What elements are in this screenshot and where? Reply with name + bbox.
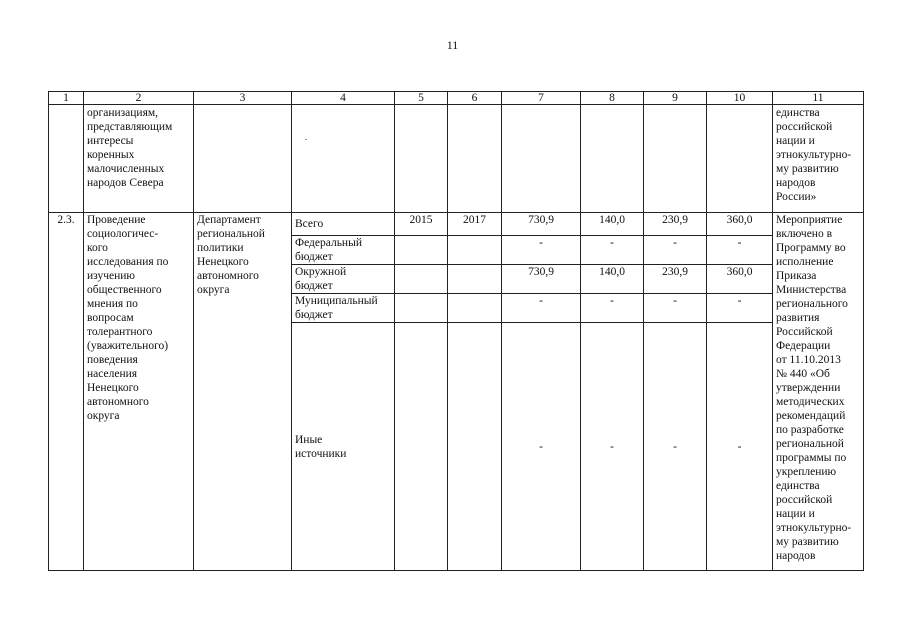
item-note-text: Мероприятие включено в Программу во исполнение Приказа Министерства регионального развития Российской Федерации от 11.10.2013 № 440 «Об утверждении методических рекомендаций по разработке региональной программы по укреплению единства российской нации и этнокультурно- му развитию народов — [776, 214, 852, 562]
value-year-3: 360,0 — [707, 213, 773, 236]
value-year-1: - — [581, 323, 644, 571]
table-cell — [194, 105, 292, 213]
header-cell: 11 — [773, 92, 864, 105]
value-year-3: 360,0 — [707, 265, 773, 294]
value-year-1: 140,0 — [581, 265, 644, 294]
table-row — [49, 213, 864, 236]
continuation-note-text: единства российской нации и этнокультурно- му развитию народов России» — [776, 107, 852, 203]
table-cell — [395, 323, 448, 571]
header-cell: 10 — [707, 92, 773, 105]
funding-source — [292, 294, 395, 323]
item-executor — [194, 213, 292, 571]
table-cell — [292, 105, 395, 213]
table-cell — [707, 105, 773, 213]
page-number: 11 — [446, 38, 459, 52]
funding-source-text: Иные источники — [295, 433, 347, 460]
value-total: - — [502, 294, 581, 323]
value-year-3: - — [707, 323, 773, 571]
program-table — [48, 91, 864, 571]
table-cell — [502, 105, 581, 213]
value-year-2: - — [644, 236, 707, 265]
header-cell: 4 — [292, 92, 395, 105]
value-year-1: 140,0 — [581, 213, 644, 236]
table-cell — [448, 105, 502, 213]
table-cell — [581, 105, 644, 213]
funding-source-text: Всего — [295, 218, 324, 230]
header-cell: 5 — [395, 92, 448, 105]
value-year-3: - — [707, 294, 773, 323]
header-cell: 2 — [84, 92, 194, 105]
funding-source — [292, 236, 395, 265]
header-cell: 6 — [448, 92, 502, 105]
value-total: 730,9 — [502, 213, 581, 236]
value-year-2: - — [644, 294, 707, 323]
value-total: 730,9 — [502, 265, 581, 294]
header-cell: 1 — [49, 92, 84, 105]
table-cell — [773, 105, 864, 213]
value-year-1: - — [581, 294, 644, 323]
table-cell — [395, 294, 448, 323]
header-cell: 9 — [644, 92, 707, 105]
item-name-text: Проведение социологичес- кого исследования по изучению общественного мнения по вопросам толерантного (уважительного) поведения населения Ненецкого автономного округа — [87, 214, 169, 422]
funding-source-text: Муниципальный бюджет — [295, 295, 378, 321]
item-name — [84, 213, 194, 571]
value-year-1: - — [581, 236, 644, 265]
funding-source-text: Окружной бюджет — [295, 266, 347, 292]
table-cell — [84, 105, 194, 213]
item-executor-text: Департамент региональной политики Ненецкого автономного округа — [197, 214, 265, 296]
funding-source — [292, 265, 395, 294]
value-year-2: - — [644, 323, 707, 571]
value-total: - — [502, 323, 581, 571]
header-cell: 8 — [581, 92, 644, 105]
value-total: - — [502, 236, 581, 265]
item-number: 2.3. — [49, 213, 84, 571]
value-year-2: 230,9 — [644, 213, 707, 236]
table-cell — [395, 236, 448, 265]
table-cell — [395, 265, 448, 294]
header-cell: 3 — [194, 92, 292, 105]
value-year-3: - — [707, 236, 773, 265]
funding-source — [292, 323, 395, 571]
end-year: 2017 — [448, 213, 502, 236]
table-cell — [644, 105, 707, 213]
table-cell — [448, 236, 502, 265]
value-year-2: 230,9 — [644, 265, 707, 294]
start-year: 2015 — [395, 213, 448, 236]
table-header-row — [49, 92, 864, 105]
table-cell — [448, 294, 502, 323]
continuation-name-text: организациям, представляющим интересы коренных малочисленных народов Севера — [87, 107, 173, 189]
continuation-row — [49, 105, 864, 213]
funding-source — [292, 213, 395, 236]
table-cell — [448, 323, 502, 571]
header-cell: 7 — [502, 92, 581, 105]
table-cell — [395, 105, 448, 213]
item-note — [773, 213, 864, 571]
table-cell — [49, 105, 84, 213]
table-cell — [448, 265, 502, 294]
funding-source-text: Федеральный бюджет — [295, 237, 362, 263]
